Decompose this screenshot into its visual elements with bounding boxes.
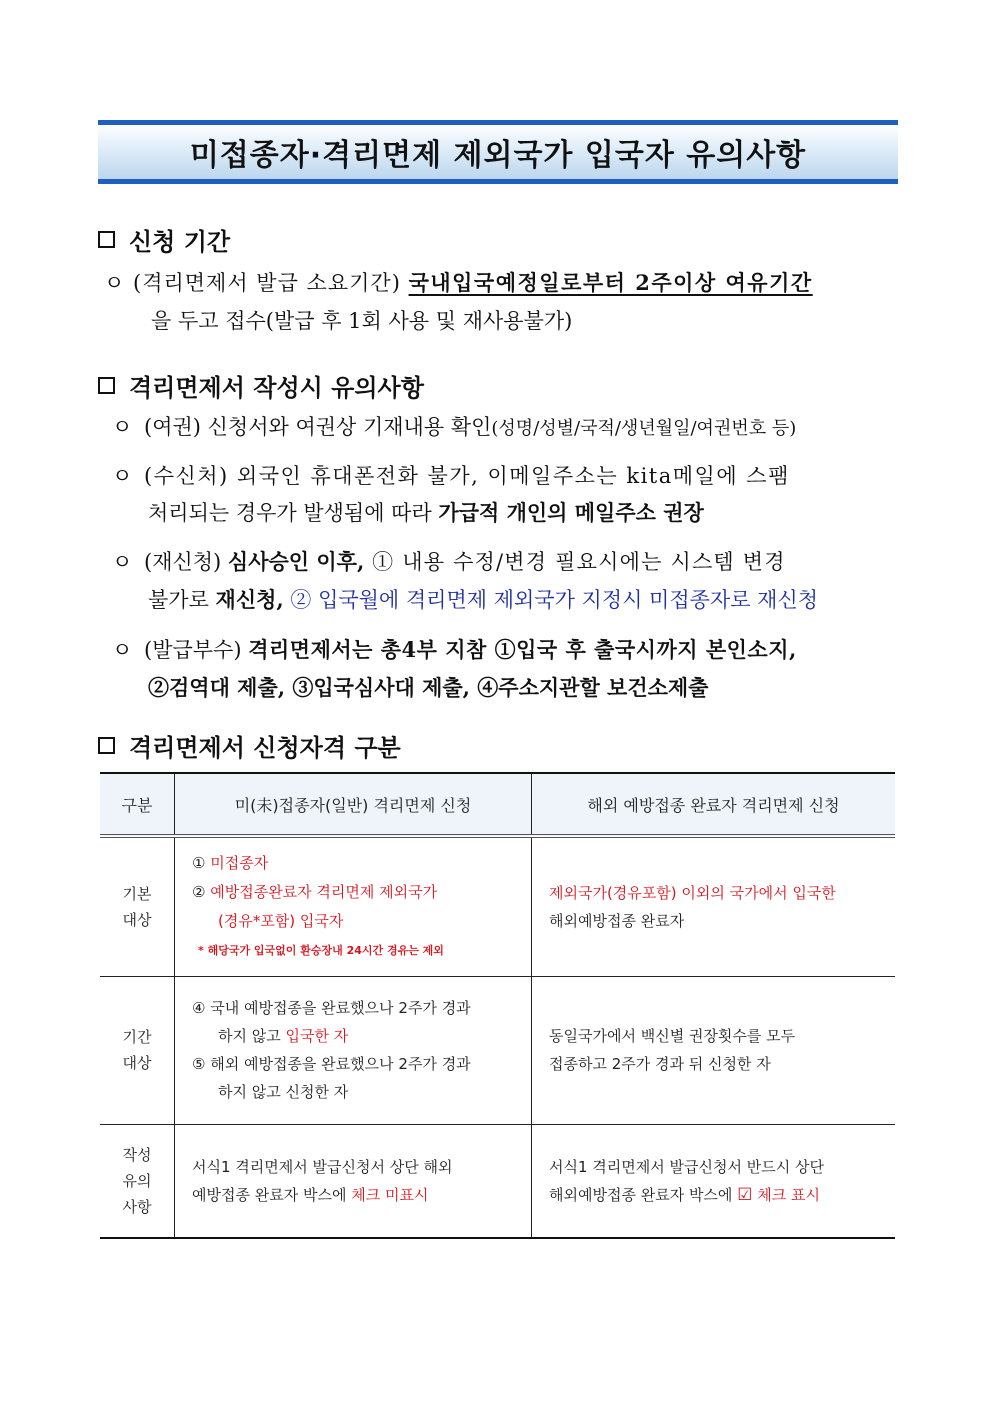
transit-note: * 해당국가 입국없이 환승장내 24시간 경유는 제외 <box>198 943 444 957</box>
table-header-unvaccinated: 미(未)접종자(일반) 격리면제 신청 <box>175 773 532 836</box>
table-header-row <box>100 773 895 836</box>
table-header-category: 구분 <box>100 773 175 836</box>
eligibility-table <box>100 772 895 1239</box>
circle-bullet: ㅇ <box>104 271 125 295</box>
copies-note-line-2: ②검역대 제출, ③입국심사대 제출, ④주소지관할 보건소제출 <box>148 675 709 700</box>
section-heading-text: 신청 기간 <box>129 228 231 256</box>
period-emphasis: 국내입국예정일로부터 2주이상 여유기간 <box>408 270 813 295</box>
recipient-note-line-2: 처리되는 경우가 발생됨에 따라 가급적 개인의 메일주소 권장 <box>148 500 704 525</box>
document-title: 미접종자·격리면제 제외국가 입국자 유의사항 <box>189 138 807 173</box>
period-vaccinated-cell: 동일국가에서 백신별 권장횟수를 모두 접종하고 2주가 경과 뒤 신청한 자 <box>532 976 896 1124</box>
circle-bullet: ㅇ <box>112 415 133 439</box>
row-category-basic: 기본 대상 <box>100 836 175 976</box>
circle-bullet: ㅇ <box>112 464 133 488</box>
reapply-blue-text: ② 입국월에 격리면제 제외국가 지정시 미접종자로 재신청 <box>283 588 819 612</box>
period-unvaccinated-cell: ④ 국내 예방접종을 완료했으나 2주가 경과 하지 않고 입국한 자 ⑤ 해외 예방접종을 완료했으나 2주가 경과 하지 않고 신청한 자 <box>175 976 532 1124</box>
period-line-1: (격리면제서 발급 소요기간) 국내입국예정일로부터 2주이상 여유기간 <box>133 270 813 295</box>
table-row <box>100 976 895 1124</box>
notes-vaccinated-cell: 서식1 격리면제서 발급신청서 반드시 상단 해외예방접종 완료자 박스에 ☑ 체크 표시 <box>532 1124 896 1238</box>
reapply-note-line-1: (재신청) 심사승인 이후, ① 내용 수정/변경 필요시에는 시스템 변경 <box>144 549 786 574</box>
reapply-note-line-2: 불가로 재신청, ② 입국월에 격리면제 제외국가 지정시 미접종자로 재신청 <box>148 587 819 612</box>
row-category-period: 기간 대상 <box>100 976 175 1124</box>
table-row <box>100 836 895 976</box>
checkbox-checked-icon: ☑ <box>737 1184 753 1205</box>
passport-note: (여권) 신청서와 여권상 기재내용 확인(성명/성별/국적/생년월일/여권번호 등) <box>144 415 797 439</box>
circle-bullet: ㅇ <box>112 550 133 574</box>
notes-unvaccinated-cell: 서식1 격리면제서 발급신청서 상단 해외 예방접종 완료자 박스에 체크 미표시 <box>175 1124 532 1238</box>
recipient-note-line-1: (수신처) 외국인 휴대폰전화 불가, 이메일주소는 kita메일에 스팸 <box>144 464 790 488</box>
basic-unvaccinated-cell: ① 미접종자 ② 예방접종완료자 격리면제 제외국가 (경유*포함) 입국자 * 해당국가 입국없이 환승장내 24시간 경유는 제외 <box>175 836 532 976</box>
copies-note-line-1: (발급부수) 격리면제서는 총4부 지참 ①입국 후 출국시까지 본인소지, <box>144 637 797 662</box>
period-line-2: 을 두고 접수(발급 후 1회 사용 및 재사용불가) <box>151 309 573 333</box>
basic-vaccinated-cell: 제외국가(경유포함) 이외의 국가에서 입국한 해외예방접종 완료자 <box>532 836 896 976</box>
square-bullet-icon <box>98 377 115 394</box>
square-bullet-icon <box>98 737 115 754</box>
table-row <box>100 1124 895 1238</box>
section-heading-eligibility <box>98 728 401 763</box>
table-header-vaccinated-abroad: 해외 예방접종 완료자 격리면제 신청 <box>532 773 896 836</box>
section-heading-period <box>98 222 230 257</box>
row-category-notes: 작성 유의 사항 <box>100 1124 175 1238</box>
section-heading-text: 격리면제서 신청자격 구분 <box>129 734 401 762</box>
circle-bullet: ㅇ <box>112 638 133 662</box>
square-bullet-icon <box>98 231 115 248</box>
section-heading-notes <box>98 368 424 403</box>
section-heading-text: 격리면제서 작성시 유의사항 <box>129 374 424 402</box>
document-title-banner <box>98 120 898 184</box>
